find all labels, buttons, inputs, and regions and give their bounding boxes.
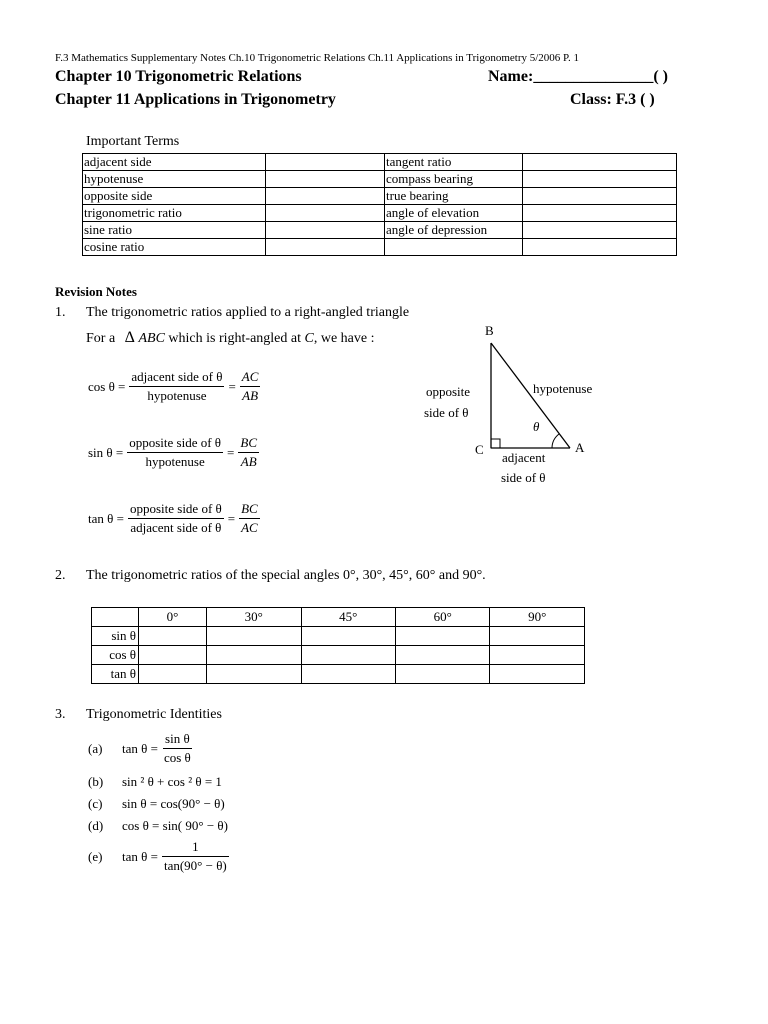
lhs: tan θ =	[122, 848, 158, 864]
fraction	[127, 435, 223, 470]
fraction	[240, 369, 261, 404]
item3-text: Trigonometric Identities	[86, 707, 222, 722]
table-row	[83, 171, 677, 188]
table-row	[92, 627, 585, 646]
label-b: B	[485, 323, 494, 338]
identity-label: (b)	[88, 774, 104, 789]
table-row	[83, 188, 677, 205]
lhs: cos θ =	[88, 378, 126, 394]
vertex-c: C	[304, 331, 314, 346]
fraction	[129, 369, 224, 404]
numerator: opposite side of θ	[127, 435, 223, 453]
lhs: tan θ =	[122, 740, 158, 756]
blank-cell	[139, 627, 207, 646]
identity-c	[88, 796, 225, 812]
identity-label: (e)	[88, 848, 103, 864]
fraction	[162, 839, 229, 874]
delta-symbol: Δ	[124, 329, 135, 346]
row-label: sin θ	[92, 627, 139, 646]
identity-a	[88, 731, 193, 766]
numerator: adjacent side of θ	[129, 369, 224, 387]
chapter-11-title: Chapter 11 Applications in Trigonometry	[55, 91, 336, 108]
term-cell: angle of depression	[385, 222, 523, 239]
numerator: 1	[162, 839, 229, 857]
terms-title: Important Terms	[86, 134, 180, 149]
cos-formula	[88, 369, 260, 404]
blank-cell	[266, 222, 385, 239]
blank-cell	[301, 627, 395, 646]
table-row	[83, 154, 677, 171]
table-row	[92, 608, 585, 627]
term-cell: angle of elevation	[385, 205, 523, 222]
blank-cell	[490, 627, 585, 646]
denominator: cos θ	[163, 750, 191, 765]
identity-text: sin θ = cos(90° − θ)	[122, 796, 225, 811]
table-row	[83, 222, 677, 239]
blank-cell	[207, 646, 301, 665]
adjacent-label: adjacent	[502, 450, 546, 465]
identity-text: cos θ = sin( 90° − θ)	[122, 818, 228, 833]
blank-cell	[395, 665, 489, 684]
item-number: 2.	[55, 568, 66, 583]
table-row	[83, 205, 677, 222]
text: For a	[86, 331, 116, 346]
item-number: 1.	[55, 305, 66, 320]
blank-cell	[395, 646, 489, 665]
identity-d	[88, 818, 228, 834]
identity-label: (d)	[88, 818, 104, 833]
blank-cell	[395, 627, 489, 646]
blank-cell	[266, 239, 385, 256]
terms-table	[82, 153, 677, 256]
identity-e	[88, 839, 229, 874]
revision-heading: Revision Notes	[55, 284, 137, 299]
triangle-name: ABC	[138, 331, 165, 346]
numerator: BC	[239, 501, 260, 519]
term-cell: sine ratio	[83, 222, 266, 239]
blank-cell	[266, 154, 385, 171]
denominator: AB	[240, 454, 257, 469]
row-label: cos θ	[92, 646, 139, 665]
identity-label: (c)	[88, 796, 103, 811]
numerator: AC	[240, 369, 261, 387]
item1-text: The trigonometric ratios applied to a right-angled triangle	[86, 305, 410, 320]
fraction	[128, 501, 224, 536]
equals: =	[227, 444, 235, 460]
term-cell: tangent ratio	[385, 154, 523, 171]
chapter-10-title: Chapter 10 Trigonometric Relations	[55, 68, 302, 85]
blank-cell	[139, 665, 207, 684]
sin-formula	[88, 435, 259, 470]
fraction	[239, 501, 260, 536]
denominator: adjacent side of θ	[130, 520, 222, 535]
blank-cell	[266, 171, 385, 188]
numerator: BC	[238, 435, 259, 453]
blank-cell	[207, 665, 301, 684]
table-row	[92, 646, 585, 665]
numerator: sin θ	[163, 731, 192, 749]
page-header: F.3 Mathematics Supplementary Notes Ch.10 Trigonometric Relations Ch.11 Applications in Trigonometry 5/2006 P. 1	[55, 52, 579, 64]
item-number: 3.	[55, 707, 66, 722]
blank-cell	[523, 239, 677, 256]
blank-cell	[490, 646, 585, 665]
item1-subtext	[86, 329, 375, 347]
blank-cell	[523, 188, 677, 205]
denominator: AB	[242, 388, 259, 403]
lhs: sin θ =	[88, 444, 124, 460]
blank-cell	[523, 171, 677, 188]
item2-text: The trigonometric ratios of the special angles 0°, 30°, 45°, 60° and 90°.	[86, 568, 486, 583]
row-label: tan θ	[92, 665, 139, 684]
text: which is right-angled at	[168, 331, 301, 346]
term-cell: true bearing	[385, 188, 523, 205]
blank-cell	[207, 627, 301, 646]
identity-text: sin ² θ + cos ² θ = 1	[122, 774, 222, 789]
angle-arc	[552, 434, 559, 448]
denominator: hypotenuse	[147, 388, 207, 403]
blank-cell	[523, 222, 677, 239]
denominator: tan(90° − θ)	[163, 858, 227, 873]
fraction	[162, 731, 193, 766]
header-cell: 0°	[139, 608, 207, 627]
lhs: tan θ =	[88, 510, 124, 526]
blank-cell	[139, 646, 207, 665]
term-cell: trigonometric ratio	[83, 205, 266, 222]
blank-cell	[301, 646, 395, 665]
right-triangle-diagram	[410, 320, 630, 500]
blank-cell	[266, 205, 385, 222]
adjacent-label-2: side of θ	[501, 470, 546, 485]
denominator: hypotenuse	[145, 454, 205, 469]
identity-label: (a)	[88, 740, 103, 756]
table-row	[92, 665, 585, 684]
name-field: Name:_______________( )	[488, 68, 668, 85]
term-cell: cosine ratio	[83, 239, 266, 256]
class-field: Class: F.3 ( )	[570, 91, 655, 108]
blank-cell	[523, 154, 677, 171]
table-row	[83, 239, 677, 256]
hypotenuse-label: hypotenuse	[533, 381, 593, 396]
term-cell: compass bearing	[385, 171, 523, 188]
equals: =	[227, 510, 236, 526]
header-cell: 60°	[395, 608, 489, 627]
theta-label: θ	[533, 419, 540, 434]
text: , we have :	[313, 331, 375, 346]
header-cell: 45°	[301, 608, 395, 627]
blank-cell	[490, 665, 585, 684]
label-c: C	[475, 442, 484, 457]
equals: =	[228, 378, 236, 394]
header-cell: 30°	[207, 608, 301, 627]
denominator: AC	[241, 520, 258, 535]
term-cell: opposite side	[83, 188, 266, 205]
header-cell	[92, 608, 139, 627]
identity-b	[88, 774, 222, 790]
term-cell	[385, 239, 523, 256]
opposite-label: opposite	[426, 384, 471, 399]
fraction	[238, 435, 259, 470]
opposite-label-2: side of θ	[424, 405, 469, 420]
blank-cell	[523, 205, 677, 222]
term-cell: hypotenuse	[83, 171, 266, 188]
numerator: opposite side of θ	[128, 501, 224, 519]
label-a: A	[575, 440, 585, 455]
blank-cell	[266, 188, 385, 205]
blank-cell	[301, 665, 395, 684]
right-angle-marker	[491, 439, 500, 448]
term-cell: adjacent side	[83, 154, 266, 171]
special-angles-table	[91, 607, 585, 684]
header-cell: 90°	[490, 608, 585, 627]
tan-formula	[88, 501, 260, 536]
